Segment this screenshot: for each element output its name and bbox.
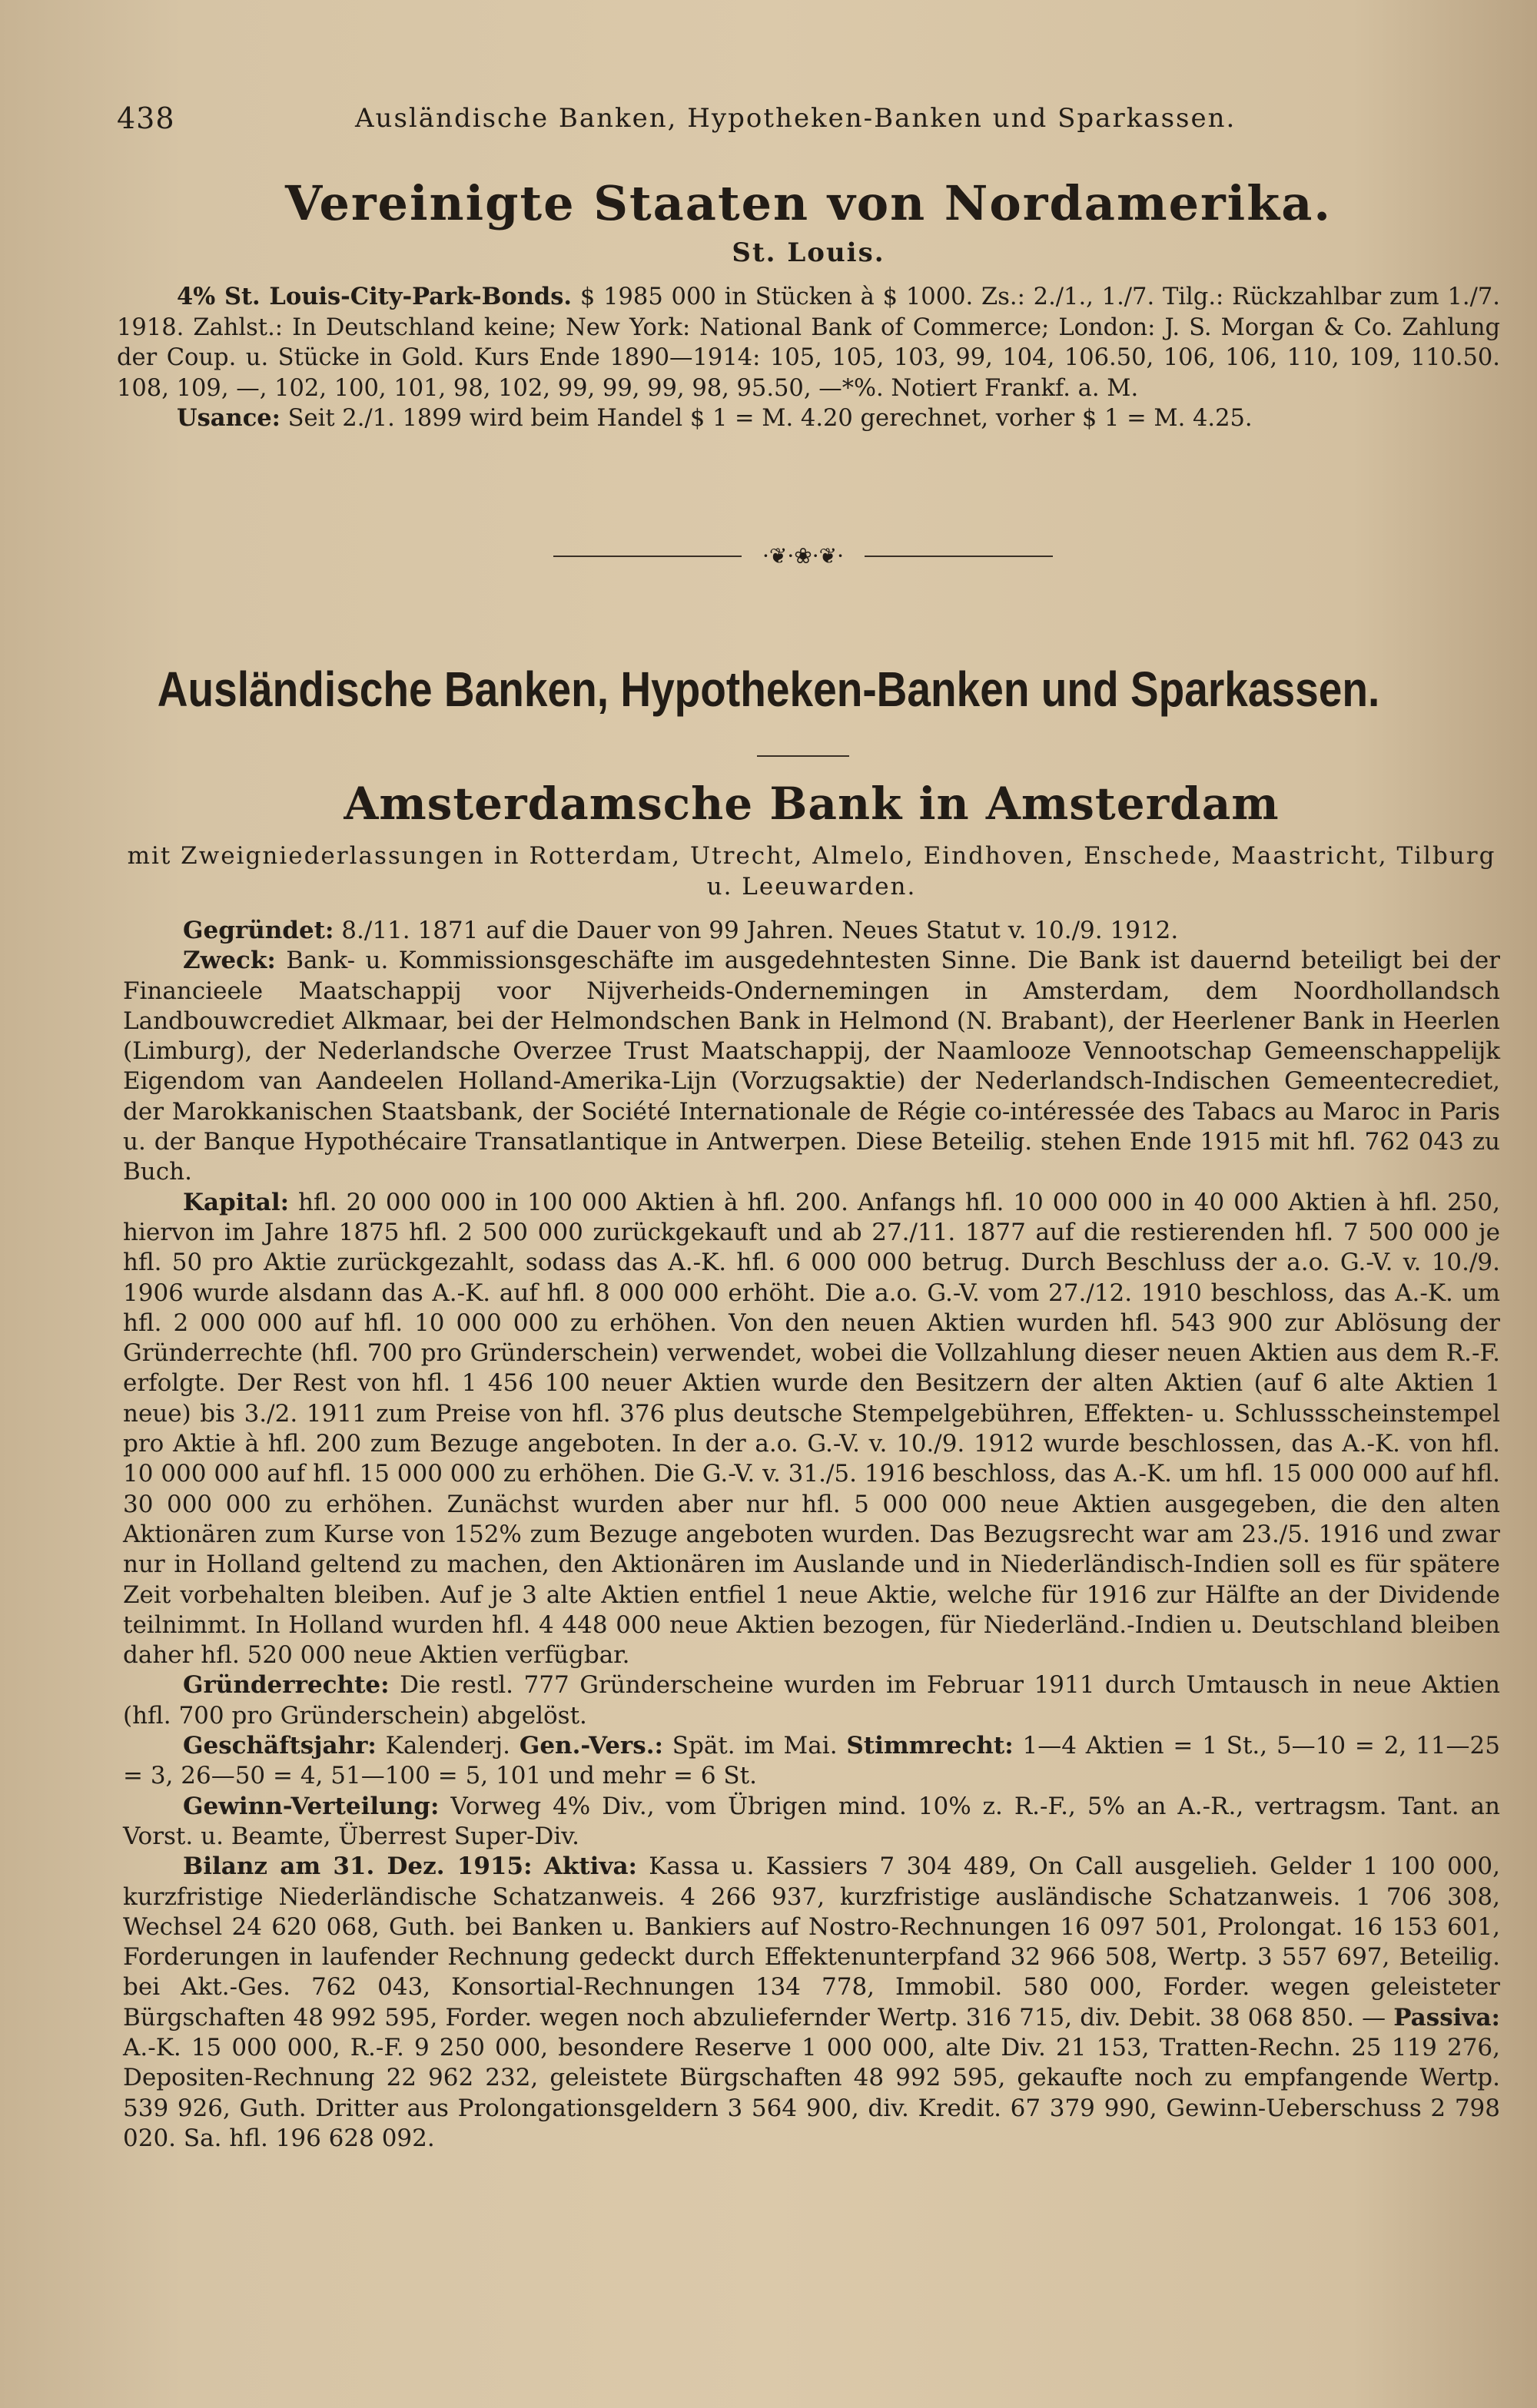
running-head: [117, 101, 1423, 135]
bank-title: Amsterdamsche Bank in Amsterdam: [344, 778, 1280, 830]
ornament-divider: [553, 541, 1053, 572]
field-geschaeftsjahr: [123, 1731, 1500, 1792]
field-gewinn-verteilung: [123, 1792, 1500, 1852]
field-text: Bank- u. Kommissionsgeschäfte im ausgedehntesten Sinne. Die Bank ist dauernd beteiligt bei der Financieele Maatschappij voor Nijverheids-Ondernemingen in Amsterdam, dem Noordhollandsch Landbouwcrediet Alkmaar, bei der Helmondschen Bank in Helmond (N. Brabant), der Heerlener Bank in Heerlen (Limburg), der Nederlandsche Overzee Trust Maatschappij, der Naamlooze Vennootschap Gemeenschappelijk Eigendom van Aandeelen Holland-Amerika-Lijn (Vorzugsaktie) der Nederlandsch-Indischen Gemeentecrediet, der Marokkanischen Staatsbank, der Société Internationale de Régie co-intéressée des Tabacs au Maroc in Paris u. der Banque Hypothécaire Transatlantique in Antwerpen. Diese Beteilig. stehen Ende 1915 mit hfl. 762 043 zu Buch.: [123, 947, 1500, 1186]
field-text: hfl. 20 000 000 in 100 000 Aktien à hfl. 200. Anfangs hfl. 10 000 000 in 40 000 Aktien à hfl. 250, hiervon im Jahre 1875 hfl. 2 500 000 zurückgekauft und ab 27./11. 1877 auf die restierenden hfl. 7 500 000 je hfl. 50 pro Aktie zurückgezahlt, sodass das A.-K. hfl. 6 000 000 betrug. Durch Beschluss der a.o. G.-V. v. 10./9. 1906 wurde alsdann das A.-K. auf hfl. 8 000 000 erhöht. Die a.o. G.-V. vom 27./12. 1910 beschloss, das A.-K. um hfl. 2 000 000 auf hfl. 10 000 000 zu erhöhen. Von den neuen Aktien wurden hfl. 543 900 zur Ablösung der Gründerrechte (hfl. 700 pro Gründerschein) verwendet, wobei die Vollzahlung dieser neuen Aktien aus dem R.-F. erfolgte. Der Rest von hfl. 1 456 100 neuer Aktien wurde den Besitzern der alten Aktien (auf 6 alte Aktien 1 neue) bis 3./2. 1911 zum Preise von hfl. 376 plus deutsche Stempelgebühren, Effekten- u. Schlussscheinstempel pro Aktie à hfl. 200 zum Bezuge angeboten. In der a.o. G.-V. v. 10./9. 1912 wurde beschlossen, das A.-K. von hfl. 10 000 000 auf hfl. 15 000 000 zu erhöhen. Die G.-V. v. 31./5. 1916 beschloss, das A.-K. um hfl. 15 000 000 auf hfl. 30 000 000 zu erhöhen. Zunächst wurden aber nur hfl. 5 000 000 neue Aktien ausgegeben, die den alten Aktionären zum Kurse von 152% zum Bezuge angeboten wurden. Das Bezugsrecht war am 23./5. 1916 und zwar nur in Holland geltend zu machen, den Aktionären im Auslande und in Niederländisch-Indien soll es für spätere Zeit vorbehalten bleiben. Auf je 3 alte Aktien entfiel 1 neue Aktie, welche für 1916 zur Hälfte an der Dividende teilnimmt. In Holland wurden hfl. 4 448 000 neue Aktien bezogen, für Niederländ.-Indien u. Deutschland bleiben daher hfl. 520 000 neue Aktien verfügbar.: [123, 1188, 1500, 1670]
field-bilanz: [123, 1852, 1500, 2154]
main-heading: Ausländische Banken, Hypotheken-Banken und Sparkassen.: [157, 662, 1380, 717]
usance-label: Usance:: [177, 404, 281, 432]
bond-paragraph: [117, 282, 1500, 403]
ornament-rule-left: [553, 556, 742, 557]
field-text: Kalenderj.: [376, 1732, 520, 1760]
field-label: Gründerrechte:: [183, 1671, 390, 1700]
running-title: Ausländische Banken, Hypotheken-Banken und Sparkassen.: [355, 103, 1237, 134]
field-label: Bilanz am 31. Dez. 1915:: [183, 1852, 533, 1881]
field-text: 1—4 Aktien = 1 St., 5—10 = 2, 11—25 = 3, 26—50 = 4, 51—100 = 5, 101 und mehr = 6 St.: [123, 1732, 1500, 1790]
field-kapital: [123, 1188, 1500, 1671]
field-label: Aktiva:: [543, 1852, 637, 1881]
city-heading: St. Louis.: [732, 237, 885, 268]
field-gruenderrechte: [123, 1670, 1500, 1731]
bond-label: 4% St. Louis-City-Park-Bonds.: [177, 283, 573, 310]
field-text: Vorweg 4% Div., vom Übrigen mind. 10% z. R.-F., 5% an A.-R., vertragsm. Tant. an Vorst. u. Beamte, Überrest Super-Div.: [123, 1792, 1500, 1850]
field-label: Stimmrecht:: [846, 1732, 1014, 1760]
field-text: [533, 1852, 544, 1880]
usance-text: Seit 2./1. 1899 wird beim Handel $ 1 = M. 4.20 gerechnet, vorher $ 1 = M. 4.25.: [280, 405, 1253, 432]
country-heading: Vereinigte Staaten von Nordamerika.: [285, 175, 1332, 231]
field-label: Kapital:: [183, 1188, 290, 1216]
page-number: 438: [117, 101, 175, 135]
field-label: Geschäftsjahr:: [183, 1732, 377, 1760]
field-text: Kassa u. Kassiers 7 304 489, On Call ausgelieh. Gelder 1 100 000, kurzfristige Niederländische Schatzanweis. 4 266 937, kurzfristige ausländische Schatzanweis. 1 706 308, Wechsel 24 620 068, Guth. bei Banken u. Bankiers auf Nostro-Rechnungen 16 097 501, Prolongat. 16 153 601, Forderungen in laufender Rechnung gedeckt durch Effektenunterpfand 32 966 508, Wertp. 3 557 697, Beteilig. bei Akt.-Ges. 762 043, Konsortial-Rechnungen 134 778, Immobil. 580 000, Forder. wegen geleisteter Bürgschaften 48 992 595, Forder. wegen noch abzuliefernder Wertp. 316 715, div. Debit. 38 068 850. —: [123, 1852, 1501, 2032]
section-amsterdamsche-bank: [123, 778, 1500, 2154]
field-text: Spät. im Mai.: [662, 1732, 847, 1760]
branch-line: mit Zweigniederlassungen in Rotterdam, Utrecht, Almelo, Eindhoven, Enschede, Maastricht, Tilburg u. Leeuwarden.: [127, 842, 1496, 901]
ornament-glyph: ·❦·❀·❦·: [762, 543, 844, 569]
field-label: Gewinn-Verteilung:: [183, 1792, 440, 1820]
field-label: Zweck:: [183, 947, 276, 975]
field-label: Passiva:: [1393, 2003, 1500, 2032]
bond-text: $ 1985 000 in Stücken à $ 1000. Zs.: 2./1., 1./7. Tilg.: Rückzahlbar zum 1./7. 1918. Zahlst.: In Deutschland keine; New York: National Bank of Commerce; London: J. S. Morgan & Co. Zahlung der Coup. u. Stücke in Gold. Kurs Ende 1890—1914: 105, 105, 103, 99, 104, 106.50, 106, 106, 110, 109, 110.50. 108, 109, —, 102, 100, 101, 98, 102, 99, 99, 99, 98, 95.50, —*%. Notiert Frankf. a. M.: [117, 284, 1500, 402]
ornament-rule-right: [865, 556, 1053, 557]
field-gegruendet: [123, 916, 1500, 946]
section-st-louis: [117, 175, 1500, 434]
field-label: Gen.-Vers.:: [519, 1732, 663, 1760]
usance-paragraph: [117, 403, 1500, 434]
field-text: Die restl. 777 Gründerscheine wurden im Februar 1911 durch Umtausch in neue Aktien (hfl. 700 pro Gründerschein) abgelöst.: [123, 1671, 1500, 1730]
field-text: 8./11. 1871 auf die Dauer von 99 Jahren. Neues Statut v. 10./9. 1912.: [334, 917, 1179, 944]
field-text: A.-K. 15 000 000, R.-F. 9 250 000, besondere Reserve 1 000 000, alte Div. 21 153, Tratten-Rechn. 25 119 276, Depositen-Rechnung 22 962 232, geleistete Bürgschaften 48 992 595, gekaufte noch zu empfangende Wertp. 539 926, Guth. Dritter aus Prolongationsgeldern 3 564 900, div. Kredit. 67 379 990, Gewinn-Ueberschuss 2 798 020. Sa. hfl. 196 628 092.: [123, 2033, 1500, 2152]
field-zweck: [123, 946, 1500, 1187]
field-label: Gegründet:: [183, 917, 334, 944]
heading-rule: [757, 755, 849, 757]
